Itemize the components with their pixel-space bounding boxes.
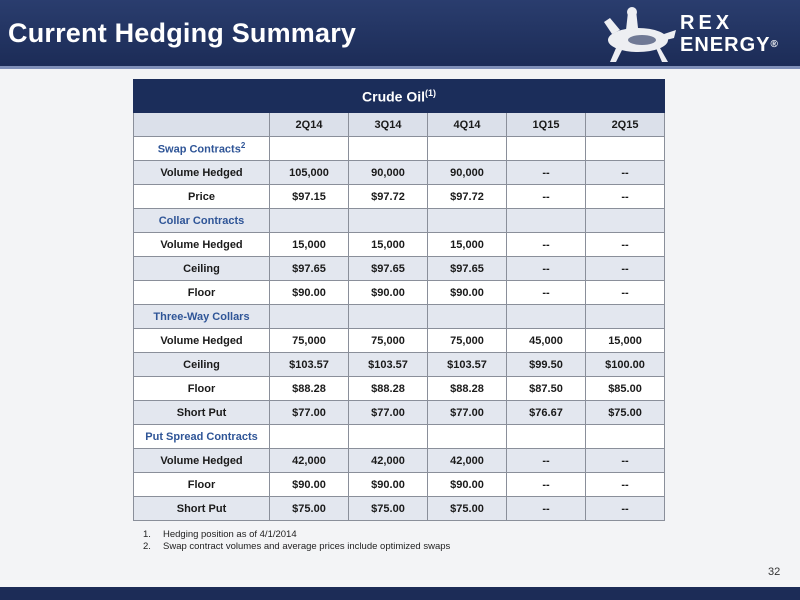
empty-cell [586,209,665,233]
row-label: Volume Hedged [134,161,270,185]
value-cell: -- [586,233,665,257]
section-label: Swap Contracts$^2$ [134,137,270,161]
row-label: Short Put [134,401,270,425]
row-label: Floor [134,281,270,305]
column-header: 2Q15 [586,113,665,137]
section-row [134,209,665,233]
value-cell: 15,000 [349,233,428,257]
empty-cell [270,137,349,161]
value-cell: -- [586,185,665,209]
empty-cell [428,305,507,329]
value-cell: -- [586,497,665,521]
value-cell: $88.28 [270,377,349,401]
value-cell: -- [507,257,586,281]
hedging-table-container [133,79,664,521]
empty-cell [586,305,665,329]
page-number: 32 [768,566,781,578]
value-cell: $97.15 [270,185,349,209]
footnote-2: 2. Swap contract volumes and average prices include optimized swaps [143,541,451,552]
row-label: Volume Hedged [134,329,270,353]
value-cell: 15,000 [586,329,665,353]
section-label: Three-Way Collars [134,305,270,329]
empty-cell [507,137,586,161]
table-row [134,281,665,305]
empty-cell [270,305,349,329]
row-label: Price [134,185,270,209]
section-label: Put Spread Contracts [134,425,270,449]
value-cell: $75.00 [270,497,349,521]
empty-cell [428,137,507,161]
footnote-1: 1. Hedging position as of 4/1/2014 [143,529,297,540]
value-cell: 42,000 [349,449,428,473]
table-row [134,401,665,425]
value-cell: $103.57 [428,353,507,377]
row-label: Short Put [134,497,270,521]
value-cell: $75.00 [586,401,665,425]
logo-text-rex: REX [680,12,734,34]
footer-bar [0,587,800,600]
value-cell: $77.00 [349,401,428,425]
value-cell: $103.57 [349,353,428,377]
section-row [134,137,665,161]
column-header-blank [134,113,270,137]
value-cell: $90.00 [428,281,507,305]
value-cell: $97.65 [349,257,428,281]
value-cell: 105,000 [270,161,349,185]
empty-cell [270,209,349,233]
table-row [134,497,665,521]
table-row [134,449,665,473]
empty-cell [349,305,428,329]
value-cell: -- [507,161,586,185]
row-label: Volume Hedged [134,233,270,257]
value-cell: 75,000 [428,329,507,353]
value-cell: 45,000 [507,329,586,353]
table-row [134,329,665,353]
value-cell: $85.00 [586,377,665,401]
value-cell: $99.50 [507,353,586,377]
header-stripe [0,66,800,69]
value-cell: $97.72 [428,185,507,209]
value-cell: -- [507,473,586,497]
table-row [134,161,665,185]
value-cell: -- [507,233,586,257]
section-row [134,305,665,329]
value-cell: -- [507,497,586,521]
value-cell: $90.00 [270,281,349,305]
empty-cell [349,425,428,449]
rex-energy-logo [598,4,798,64]
value-cell: -- [586,281,665,305]
value-cell: 42,000 [270,449,349,473]
value-cell: 42,000 [428,449,507,473]
row-label: Floor [134,473,270,497]
value-cell: $97.65 [428,257,507,281]
column-header: 2Q14 [270,113,349,137]
row-label: Volume Hedged [134,449,270,473]
empty-cell [586,425,665,449]
page-title: Current Hedging Summary [8,18,357,48]
value-cell: -- [507,281,586,305]
row-label: Floor [134,377,270,401]
value-cell: $75.00 [428,497,507,521]
value-cell: $90.00 [270,473,349,497]
row-label: Ceiling [134,257,270,281]
empty-cell [507,209,586,233]
value-cell: $76.67 [507,401,586,425]
empty-cell [507,425,586,449]
value-cell: $97.65 [270,257,349,281]
value-cell: $87.50 [507,377,586,401]
table-row [134,233,665,257]
column-header: 1Q15 [507,113,586,137]
value-cell: $103.57 [270,353,349,377]
value-cell: $90.00 [349,281,428,305]
hedging-table [133,79,665,521]
value-cell: -- [507,449,586,473]
column-header: 4Q14 [428,113,507,137]
value-cell: $77.00 [428,401,507,425]
section-label: Collar Contracts [134,209,270,233]
value-cell: $77.00 [270,401,349,425]
value-cell: 90,000 [349,161,428,185]
value-cell: -- [586,449,665,473]
value-cell: -- [586,257,665,281]
value-cell: 75,000 [270,329,349,353]
value-cell: $97.72 [349,185,428,209]
value-cell: 75,000 [349,329,428,353]
horse-rider-icon [598,4,678,64]
empty-cell [349,137,428,161]
value-cell: -- [586,161,665,185]
table-title: Crude Oil$^{(1)}$ [134,80,665,113]
value-cell: $88.28 [349,377,428,401]
table-row [134,353,665,377]
value-cell: 15,000 [428,233,507,257]
value-cell: $75.00 [349,497,428,521]
value-cell: 15,000 [270,233,349,257]
value-cell: $90.00 [349,473,428,497]
table-row [134,257,665,281]
value-cell: $90.00 [428,473,507,497]
logo-text-energy: ENERGY® [680,34,779,56]
value-cell: 90,000 [428,161,507,185]
empty-cell [270,425,349,449]
value-cell: $88.28 [428,377,507,401]
value-cell: -- [507,185,586,209]
table-row [134,185,665,209]
section-row [134,425,665,449]
row-label: Ceiling [134,353,270,377]
value-cell: $100.00 [586,353,665,377]
empty-cell [586,137,665,161]
value-cell: -- [586,473,665,497]
empty-cell [349,209,428,233]
table-row [134,473,665,497]
empty-cell [428,209,507,233]
registered-mark: ® [770,39,779,50]
empty-cell [507,305,586,329]
table-row [134,377,665,401]
empty-cell [428,425,507,449]
footnotes [143,529,450,553]
column-header: 3Q14 [349,113,428,137]
